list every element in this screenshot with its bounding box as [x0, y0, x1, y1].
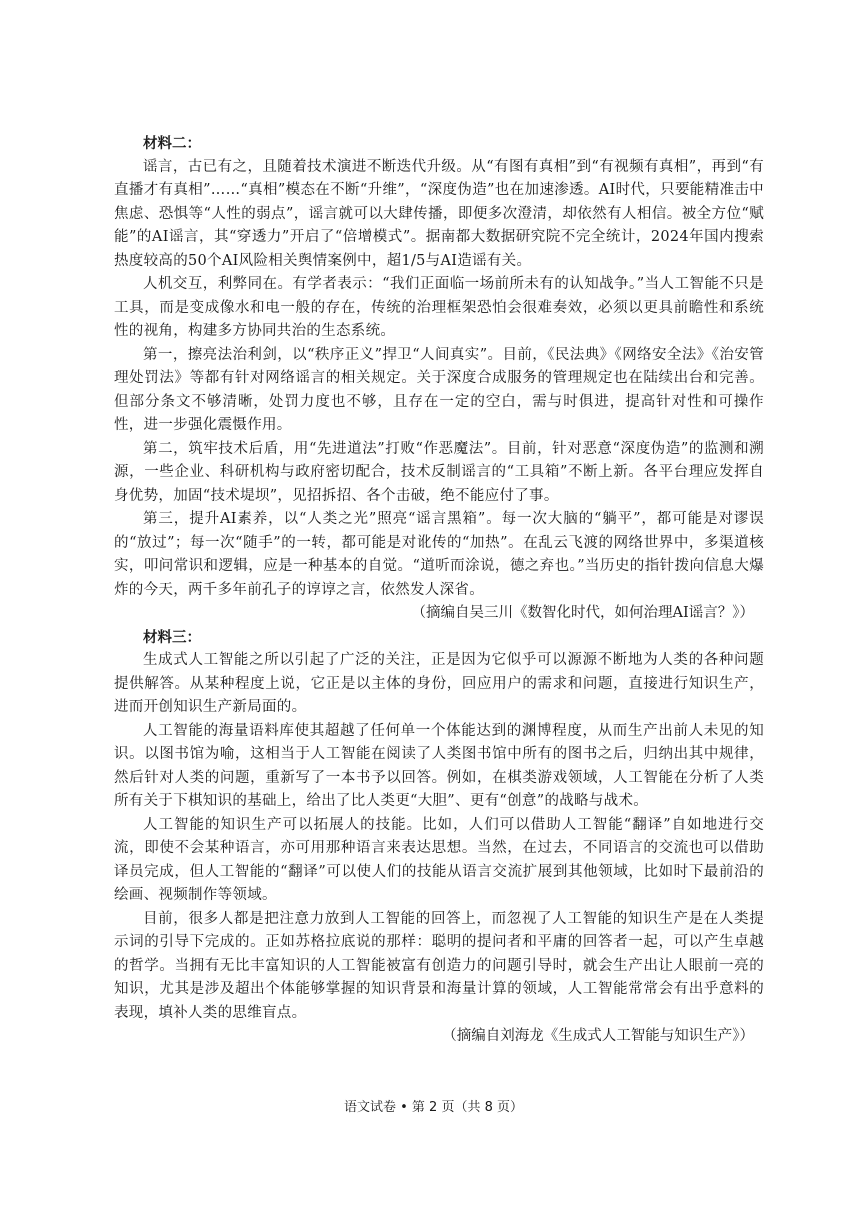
material-two-paragraph: 第三，提升AI素养，以“人类之光”照亮“谣言黑箱”。每一次大脑的“躺平”，都可能是对谬误的“放过”；每一次“随手”的一转，都可能是对讹传的“加热”。在乱云飞渡的网络世界中，多渠道核实，叩问常识和逻辑，应是一种基本的自觉。“道听而涂说，德之弃也。”当历史的指针拨向信息大爆炸的今天，两千多年前孔子的谆谆之言，依然发人深省。 — [114, 511, 764, 598]
material-three-paragraph: 人工智能的海量语料库使其超越了任何单一个体能达到的渊博程度，从而生产出前人未见的知识。以图书馆为喻，这相当于人工智能在阅读了人类图书馆中所有的图书之后，归纳出其中规律，然后针对人类的问题，重新写了一本书予以回答。例如，在棋类游戏领域，人工智能在分析了人类所有关于下棋知识的基础上，给出了比人类更“大胆”、更有“创意”的战略与战术。 — [114, 722, 764, 809]
material-three-source: （摘编自刘海龙《生成式人工智能与知识生产》） — [442, 1028, 754, 1044]
material-two-paragraph: 谣言，古已有之，且随着技术演进不断迭代升级。从“有图有真相”到“有视频有真相”，再到“有直播才有真相”……“真相”模态在不断“升维”，“深度伪造”也在加速渗透。AI时代，只要能精准击中焦虑、恐惧等“人性的弱点”，谣言就可以大肆传播，即便多次澄清，却依然有人相信。被全方位“赋能”的AI谣言，其“穿透力”开启了“倍增模式”。据南都大数据研究院不完全统计，2024年国内搜索热度较高的50个AI风险相关舆情案例中，超1/5与AI造谣有关。 — [114, 158, 764, 269]
material-two-source: （摘编自吴三川《数智化时代，如何治理AI谣言？》） — [411, 605, 754, 621]
page-footer: 语文试卷 • 第 2 页（共 8 页） — [343, 1100, 523, 1115]
material-three-paragraph: 人工智能的知识生产可以拓展人的技能。比如，人们可以借助人工智能“翻译”自如地进行交流，即使不会某种语言，亦可用那种语言来表达思想。当然，在过去，不同语言的交流也可以借助译员完成，但人工智能的“翻译”可以使人们的技能从语言交流扩展到其他领域，比如时下最前沿的绘画、视频制作等领域。 — [114, 816, 764, 903]
material-two-paragraph: 人机交互，利弊同在。有学者表示：“我们正面临一场前所未有的认知战争。”当人工智能不只是工具，而是变成像水和电一般的存在，传统的治理框架恐怕会很难奏效，必须以更具前瞻性和系统性的视角，构建多方协同共治的生态系统。 — [114, 276, 764, 339]
material-three-paragraph: 生成式人工智能之所以引起了广泛的关注，正是因为它似乎可以源源不断地为人类的各种问题提供解答。从某种程度上说，它正是以主体的身份，回应用户的需求和问题，直接进行知识生产，进而开创知识生产新局面的。 — [114, 652, 764, 715]
material-three-paragraph: 目前，很多人都是把注意力放到人工智能的回答上，而忽视了人工智能的知识生产是在人类提示词的引导下完成的。正如苏格拉底说的那样：聪明的提问者和平庸的回答者一起，可以产生卓越的哲学。当拥有无比丰富知识的人工智能被富有创造力的问题引导时，就会生产出让人眼前一亮的知识，尤其是涉及超出个体能够掌握的知识背景和海量计算的领域，人工智能常常会有出乎意料的表现，填补人类的思维盲点。 — [114, 910, 764, 1021]
exam-page-content — [114, 132, 764, 1049]
material-three-heading: 材料三： — [143, 628, 201, 646]
material-two-heading: 材料二： — [143, 135, 201, 152]
material-two-paragraph: 第二，筑牢技术后盾，用“先进道法”打败“作恶魔法”。目前，针对恶意“深度伪造”的监测和溯源，一些企业、科研机构与政府密切配合，技术反制谣言的“工具箱”不断上新。各平台理应发挥自身优势，加固“技术堤坝”，见招拆招、各个击破，绝不能应付了事。 — [114, 440, 764, 504]
material-two-paragraph: 第一，擦亮法治利剑，以“秩序正义”捍卫“人间真实”。目前，《民法典》《网络安全法》《治安管理处罚法》等都有针对网络谣言的相关规定。关于深度合成服务的管理规定也在陆续出台和完善。但部分条文不够清晰，处罚力度也不够，且存在一定的空白，需与时俱进，提高针对性和可操作性，进一步强化震慑作用。 — [114, 346, 764, 433]
